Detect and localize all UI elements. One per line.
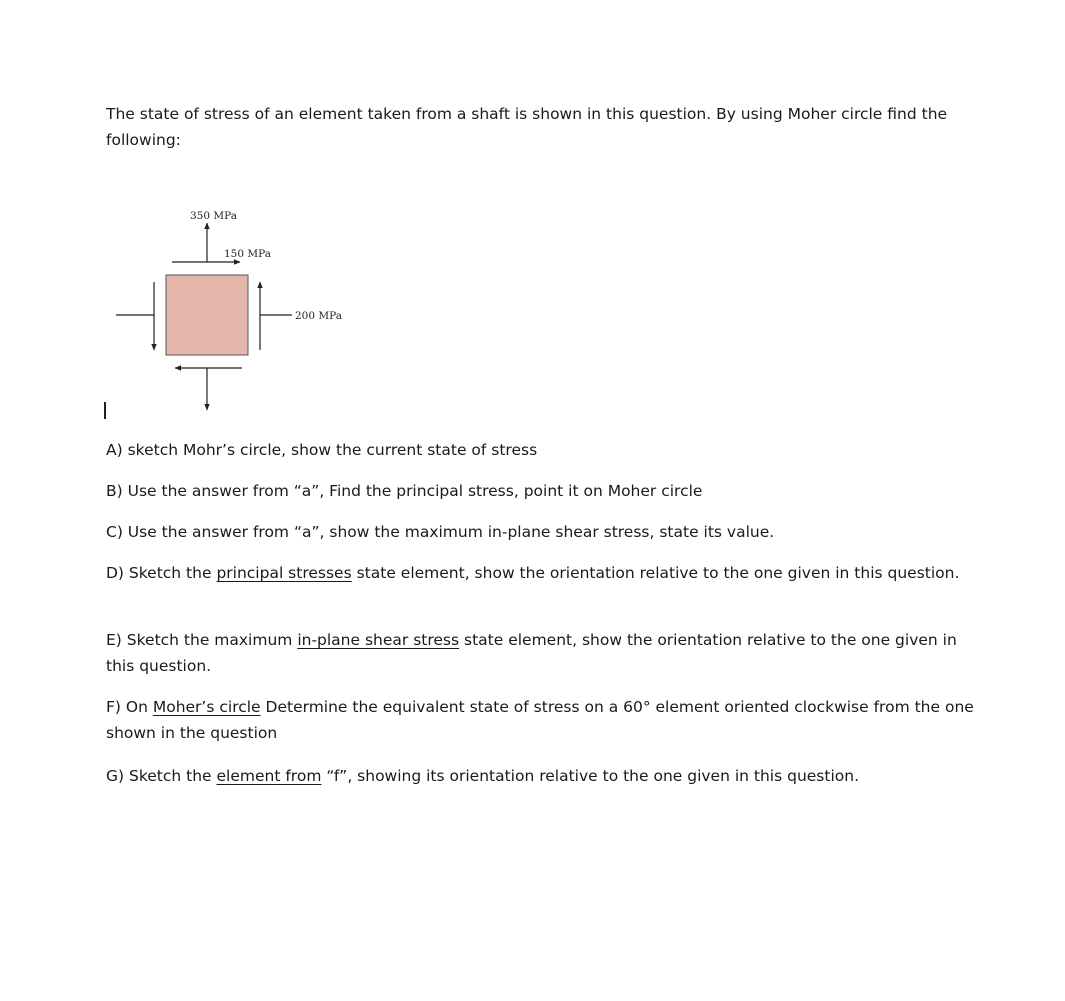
stress-element-figure	[110, 200, 370, 420]
question-e-pre: E) Sketch the maximum	[106, 631, 298, 649]
question-d-underlined: principal stresses	[216, 564, 352, 582]
question-f	[106, 694, 976, 746]
question-d	[106, 560, 966, 586]
question-e-post: state element, show the orientation relative to the one given in this question.	[106, 631, 957, 675]
text-cursor	[104, 402, 106, 419]
shear-label: 150 MPa	[224, 248, 271, 260]
question-f-underlined: Moher’s circle	[152, 698, 261, 716]
question-g-post: “f”, showing its orientation relative to the one given in this question.	[321, 767, 860, 785]
normal-y-label: 350 MPa	[190, 210, 237, 222]
stress-element-diagram	[110, 200, 370, 420]
question-e	[106, 627, 966, 679]
question-d-post: state element, show the orientation relative to the one given in this question.	[351, 564, 960, 582]
question-g-pre: G) Sketch the	[106, 767, 217, 785]
question-g	[106, 763, 976, 789]
stress-element-square	[166, 275, 248, 355]
question-d-pre: D) Sketch the	[106, 564, 217, 582]
question-b: B) Use the answer from “a”, Find the principal stress, point it on Moher circle	[106, 482, 703, 500]
question-c: C) Use the answer from “a”, show the maximum in-plane shear stress, state its value.	[106, 523, 775, 541]
question-g-underlined: element from	[216, 767, 322, 785]
question-a: A) sketch Mohr’s circle, show the current state of stress	[106, 441, 538, 459]
normal-x-label: 200 MPa	[295, 310, 342, 322]
question-f-pre: F) On	[106, 698, 153, 716]
intro-paragraph: The state of stress of an element taken from a shaft is shown in this question. By using Moher circle find the following:	[106, 105, 948, 149]
question-f-post: Determine the equivalent state of stress on a 60° element oriented clockwise from the one shown in the question	[106, 698, 974, 742]
question-e-underlined: in-plane shear stress	[297, 631, 460, 649]
